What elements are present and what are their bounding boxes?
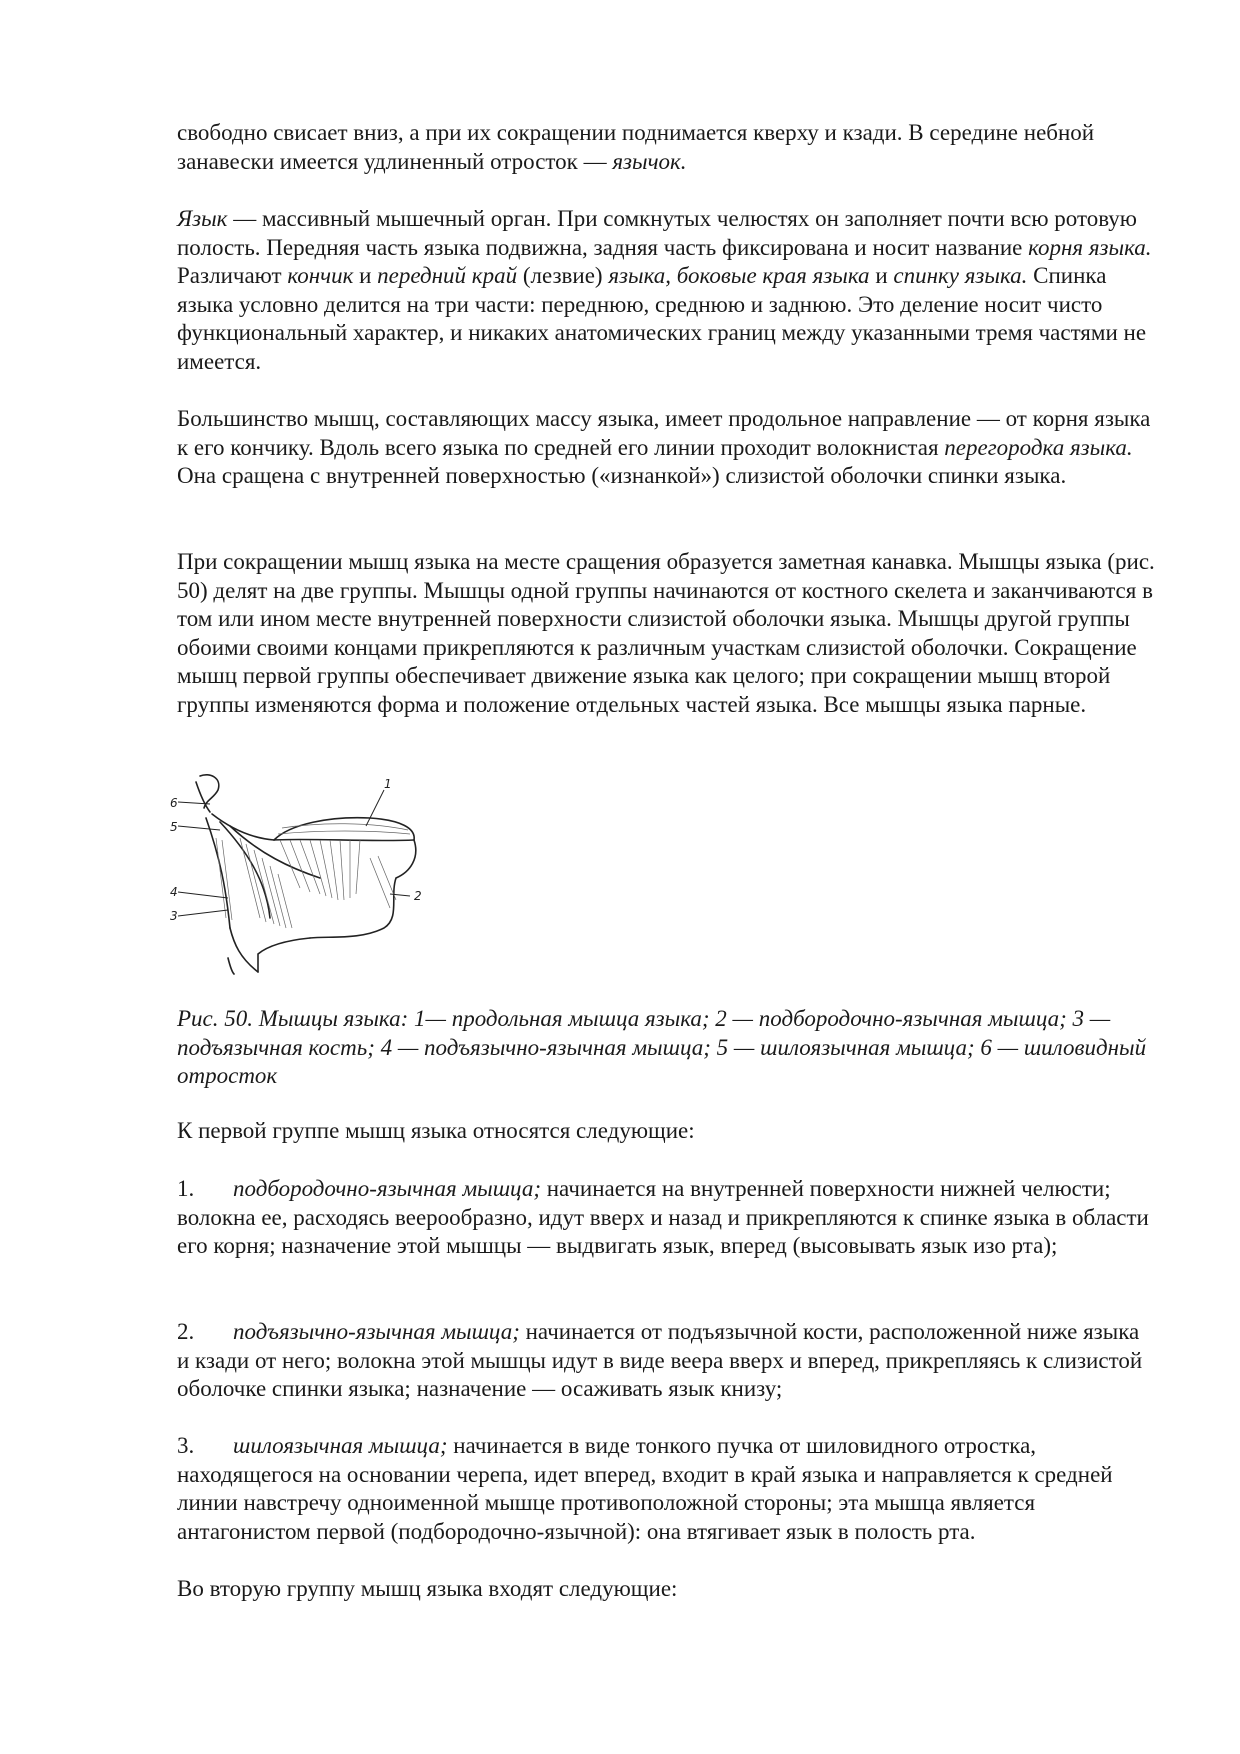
term-tongue-root: корня языка. [1028,234,1152,260]
figure-label-2: 2 [414,889,422,903]
list-item-term: шилоязычная мышца; [233,1433,448,1458]
figure-label-4: 4 [170,885,178,899]
paragraph-velum-text: свободно свисает вниз, а при их сокращении поднимается кверху и кзади. В середине небной занавески имеется удлиненный отросток — [177,120,1095,174]
figure-label-5: 5 [170,820,178,834]
figure-label-6: 6 [170,796,178,810]
term-septum: перегородка языка. [944,434,1133,460]
term-dorsum: спинку языка. [893,263,1028,288]
list-item-text: начинается на внутренней поверхности нижней челюсти; волокна ее, расходясь веерообразно, идут вверх и назад и прикрепляются к спинке языка в области его корня; назначение этой мышцы — выдвигать язык, вперед (высовывать язык изо рта); [177,1176,1149,1258]
second-group-intro: Во вторую группу мышц языка входят следующие: [177,1576,678,1601]
list-item-number: 1. [177,1176,195,1201]
first-group-intro: К первой группе мышц языка относятся следующие: [177,1118,695,1143]
list-item [177,1432,1157,1546]
list-item-term: подбородочно-язычная мышца; [233,1176,541,1201]
term-side-edges: языка, боковые края языка [608,263,870,288]
term-tip: кончик [287,263,354,288]
list-item-term: подъязычно-язычная мышца; [233,1319,520,1344]
paragraph-tongue: Язык — массивный мышечный орган. При сомкнутых челюстях он заполняет почти всю ротовую полость. Передняя часть языка подвижна, задняя часть фиксирована и носит название корня языка. Различают кончик и передний край (лезвие) языка, боковые края языка и спинку языка. Спинка языка условно делится на три части: переднюю, среднюю и заднюю. Это деление носит чисто функциональный характер, и никаких анатомических границ между указанными тремя частями не имеется. [177,206,1152,374]
paragraph-velum [177,119,1157,176]
figure-label-3: 3 [170,909,178,923]
tongue-muscles-figure [170,768,440,975]
list-item-number: 3. [177,1433,195,1458]
list-item-number: 2. [177,1319,195,1344]
list-item [177,1318,1157,1404]
term-tongue: Язык [177,206,228,231]
term-front-edge: передний край [377,263,518,288]
paragraph-septum: Большинство мышц, составляющих массу языка, имеет продольное направление — от корня языка к его кончику. Вдоль всего языка по средней его линии проходит волокнистая перегородка языка. Она сращена с внутренней поверхностью («изнанкой») слизистой оболочки спинки языка. [177,406,1151,488]
list-item-text: начинается от подъязычной кости, расположенной ниже языка и кзади от него; волокна этой мышцы идут в виде веера вверх и вперед, прикрепляясь к слизистой оболочке спинки языка; назначение — осаживать язык книзу; [177,1319,1143,1401]
term-uvula: язычок. [612,148,687,174]
list-item-text: начинается в виде тонкого пучка от шиловидного отростка, находящегося на основании черепа, идет вперед, входит в край языка и направляется к средней линии навстречу одноименной мышце противоположной стороны; эта мышца является антагонистом первой (подбородочно-язычной): она втягивает язык в полость рта. [177,1433,1113,1544]
figure-caption: Рис. 50. Мышцы языка: 1— продольная мышца языка; 2 — подбородочно-язычная мышца; 3 — подъязычная кость; 4 — подъязычно-язычная мышца; 5 — шилоязычная мышца; 6 — шиловидный отросток [177,1006,1147,1088]
figure-label-1: 1 [384,777,392,791]
paragraph-muscle-groups: При сокращении мышц языка на месте сращения образуется заметная канавка. Мышцы языка (рис. 50) делят на две группы. Мышцы одной группы начинаются от костного скелета и заканчиваются в том или ином месте внутренней поверхности слизистой оболочки языка. Мышцы другой группы обоими своими концами прикрепляются к различным участкам слизистой оболочки. Сокращение мышц первой группы обеспечивает движение языка как целого; при сокращении мышц второй группы изменяются форма и положение отдельных частей языка. Все мышцы языка парные. [177,549,1155,717]
list-item [177,1175,1157,1261]
